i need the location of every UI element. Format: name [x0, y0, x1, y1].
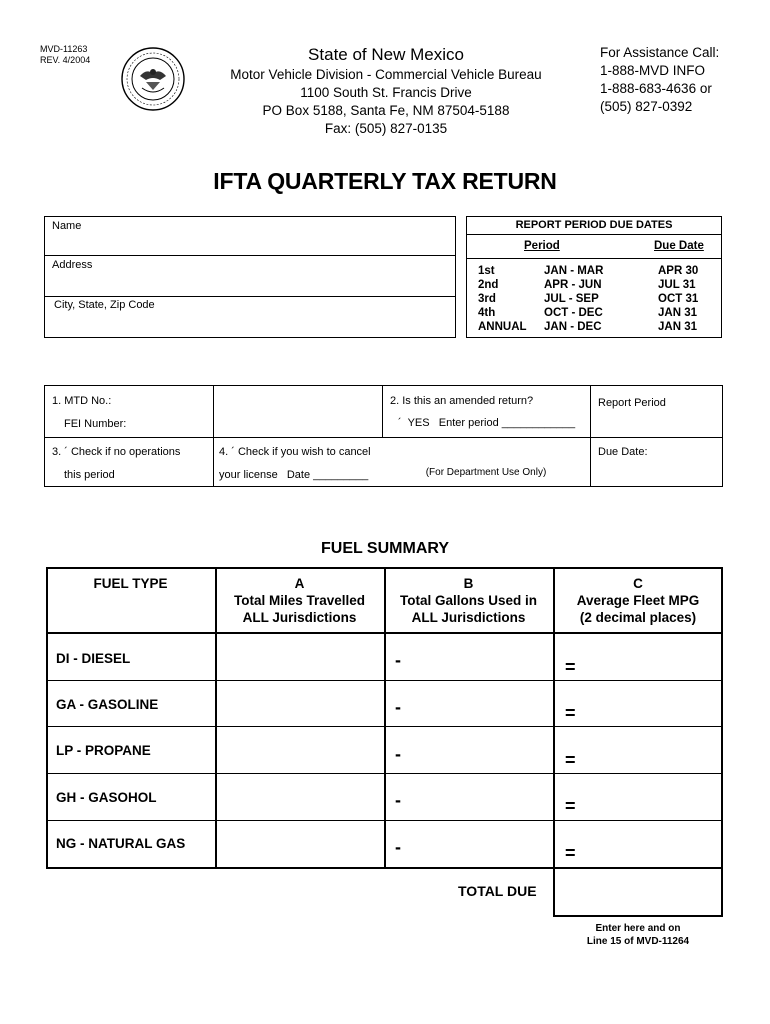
- name-field[interactable]: [48, 232, 448, 252]
- city-state-zip-field[interactable]: [48, 312, 448, 334]
- divider: [44, 486, 723, 487]
- city-state-zip-label: City, State, Zip Code: [54, 299, 155, 311]
- instruction-line: Enter here and on: [595, 923, 681, 934]
- quarter-label: ANNUAL: [478, 321, 527, 333]
- division-name: Motor Vehicle Division - Commercial Vehicle Bureau: [230, 67, 542, 82]
- gallons-input-gasohol[interactable]: [387, 776, 551, 818]
- mtd-fei-input[interactable]: [216, 389, 380, 433]
- mtd-number-label: 1. MTD No.:: [52, 395, 112, 407]
- miles-input-natural-gas[interactable]: [218, 823, 382, 866]
- form-number: MVD-11263: [40, 44, 88, 54]
- period-column-header: Period: [524, 240, 560, 252]
- minus-sign: -: [395, 790, 401, 810]
- divider: [46, 680, 723, 681]
- divider: [46, 632, 723, 634]
- divider: [213, 385, 214, 487]
- minus-sign: -: [395, 650, 401, 670]
- assistance-line-3: (505) 827-0392: [600, 99, 693, 114]
- instruction-line: Line 15 of MVD-11264: [586, 936, 690, 947]
- assistance-line-2: 1-888-683-4636 or: [600, 81, 712, 96]
- amended-return-label: 2. Is this an amended return?: [390, 395, 534, 407]
- equals-sign: =: [565, 796, 576, 816]
- divider: [44, 337, 456, 338]
- divider: [44, 255, 456, 256]
- name-field-label: Name: [52, 220, 82, 232]
- miles-input-diesel[interactable]: [218, 636, 382, 678]
- form-id: [40, 44, 90, 66]
- divider: [382, 385, 383, 437]
- divider: [46, 726, 723, 727]
- column-b-header: [386, 575, 551, 626]
- report-period-list: [478, 264, 718, 334]
- assistance-label: For Assistance Call:: [600, 45, 720, 60]
- fuel-row-label: GA - GASOLINE: [56, 697, 159, 712]
- quarter-due-date: OCT 31: [658, 293, 699, 305]
- assistance-block: [600, 44, 719, 116]
- mpg-output-natural-gas[interactable]: [556, 823, 721, 866]
- equals-sign: =: [565, 750, 576, 770]
- form-revision: REV. 4/2004: [40, 55, 91, 65]
- column-title: Total Miles Travelled: [233, 593, 366, 608]
- this-period-label: this period: [64, 469, 115, 481]
- total-due-label: TOTAL DUE: [458, 883, 537, 899]
- quarter-label: 1st: [478, 265, 495, 277]
- column-subtitle: ALL Jurisdictions: [411, 610, 526, 625]
- divider: [44, 296, 456, 297]
- fuel-summary-title: FUEL SUMMARY: [321, 540, 449, 557]
- agency-block: [216, 44, 556, 138]
- equals-sign: =: [565, 657, 576, 677]
- divider: [46, 773, 723, 774]
- due-date-column-header: Due Date: [654, 240, 704, 252]
- column-letter: C: [633, 576, 643, 591]
- gallons-input-gasoline[interactable]: [387, 683, 551, 724]
- report-period-row: [478, 264, 718, 278]
- total-due-instruction: [553, 922, 723, 948]
- state-name: State of New Mexico: [308, 45, 464, 64]
- quarter-months: JAN - DEC: [544, 321, 602, 333]
- no-operations-checkbox[interactable]: 3. ´ Check if no operations: [52, 446, 181, 458]
- quarter-due-date: JUL 31: [658, 279, 696, 291]
- gallons-input-natural-gas[interactable]: [387, 823, 551, 866]
- mpg-output-diesel[interactable]: [556, 636, 721, 678]
- po-box: PO Box 5188, Santa Fe, NM 87504-5188: [262, 103, 510, 118]
- report-period-row: [478, 306, 718, 320]
- street-address: 1100 South St. Francis Drive: [300, 85, 472, 100]
- quarter-label: 3rd: [478, 293, 496, 305]
- fuel-row-label: NG - NATURAL GAS: [56, 836, 186, 851]
- column-a-header: [217, 575, 382, 626]
- department-use-note: (For Department Use Only): [425, 467, 547, 478]
- column-title: Average Fleet MPG: [576, 593, 700, 608]
- quarter-label: 4th: [478, 307, 496, 319]
- fuel-row-label: DI - DIESEL: [56, 651, 131, 666]
- mpg-output-gasoline[interactable]: [556, 683, 721, 724]
- address-field[interactable]: [48, 272, 448, 292]
- fuel-row-label: LP - PROPANE: [56, 743, 151, 758]
- column-subtitle: ALL Jurisdictions: [242, 610, 357, 625]
- column-letter: B: [463, 576, 474, 591]
- state-seal-icon: [120, 46, 186, 112]
- equals-sign: =: [565, 843, 576, 863]
- column-c-header: [555, 575, 721, 626]
- divider: [44, 437, 723, 438]
- fax-number: Fax: (505) 827-0135: [324, 121, 448, 136]
- report-period-label: Report Period: [598, 397, 666, 409]
- report-period-heading: REPORT PERIOD DUE DATES: [466, 216, 722, 235]
- report-period-row: [478, 292, 718, 306]
- quarter-due-date: JAN 31: [658, 307, 697, 319]
- quarter-due-date: JAN 31: [658, 321, 697, 333]
- cancel-license-checkbox[interactable]: 4. ´ Check if you wish to cancel: [219, 446, 371, 458]
- quarter-months: APR - JUN: [544, 279, 602, 291]
- divider: [466, 258, 722, 259]
- cancel-license-date-label: your license Date _________: [219, 469, 369, 481]
- assistance-line-1: 1-888-MVD INFO: [600, 63, 706, 78]
- divider: [590, 385, 591, 487]
- amended-yes-checkbox[interactable]: ´ YES Enter period ____________: [398, 417, 576, 429]
- fuel-type-header: FUEL TYPE: [93, 576, 168, 591]
- quarter-months: OCT - DEC: [544, 307, 603, 319]
- address-field-label: Address: [52, 259, 93, 271]
- miles-input-gasoline[interactable]: [218, 683, 382, 724]
- total-due-field[interactable]: [553, 867, 723, 917]
- form-title: IFTA QUARTERLY TAX RETURN: [213, 168, 557, 194]
- quarter-due-date: APR 30: [658, 265, 699, 277]
- mpg-output-gasohol[interactable]: [556, 776, 721, 818]
- due-date-label: Due Date:: [598, 446, 648, 458]
- minus-sign: -: [395, 837, 401, 857]
- divider: [46, 820, 723, 821]
- fei-number-label: FEI Number:: [64, 418, 127, 430]
- report-period-row: [478, 278, 718, 292]
- equals-sign: =: [565, 703, 576, 723]
- miles-input-propane[interactable]: [218, 729, 382, 771]
- minus-sign: -: [395, 697, 401, 717]
- gallons-input-diesel[interactable]: [387, 636, 551, 678]
- mpg-output-propane[interactable]: [556, 729, 721, 771]
- fuel-row-label: GH - GASOHOL: [56, 790, 157, 805]
- quarter-label: 2nd: [478, 279, 499, 291]
- report-period-row: [478, 320, 718, 334]
- quarter-months: JAN - MAR: [544, 265, 604, 277]
- column-letter: A: [294, 576, 305, 591]
- gallons-input-propane[interactable]: [387, 729, 551, 771]
- minus-sign: -: [395, 744, 401, 764]
- miles-input-gasohol[interactable]: [218, 776, 382, 818]
- column-title: Total Gallons Used in: [399, 593, 538, 608]
- column-subtitle: (2 decimal places): [579, 610, 697, 625]
- quarter-months: JUL - SEP: [544, 293, 599, 305]
